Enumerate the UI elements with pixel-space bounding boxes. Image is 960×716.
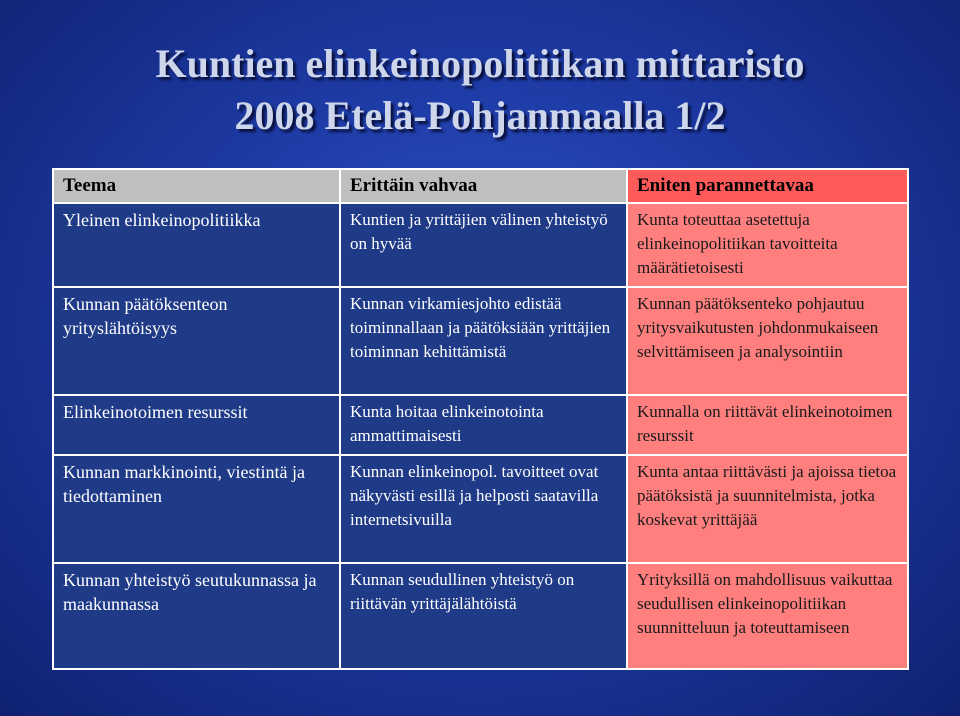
table-row [53, 563, 908, 669]
strength-cell: Kunnan seudullinen yhteistyö on riittävän yrittäjälähtöistä [340, 563, 627, 669]
theme-cell: Yleinen elinkeinopolitiikka [53, 203, 340, 287]
table-row [53, 455, 908, 563]
strength-cell: Kunta hoitaa elinkeinotointa ammattimaisesti [340, 395, 627, 455]
table-header-row [53, 169, 908, 203]
header-teema: Teema [53, 169, 340, 203]
header-strong: Erittäin vahvaa [340, 169, 627, 203]
theme-cell: Kunnan markkinointi, viestintä ja tiedottaminen [53, 455, 340, 563]
strength-cell: Kuntien ja yrittäjien välinen yhteistyö on hyvää [340, 203, 627, 287]
table-row [53, 287, 908, 395]
improvement-cell: Kunta antaa riittävästi ja ajoissa tietoa päätöksistä ja suunnitelmista, jotka koskevat yrittäjää [627, 455, 908, 563]
improvement-cell: Kunnalla on riittävät elinkeinotoimen resurssit [627, 395, 908, 455]
theme-cell: Kunnan päätöksenteon yrityslähtöisyys [53, 287, 340, 395]
metrics-table [52, 168, 909, 670]
slide-title [0, 38, 960, 142]
title-line-1: Kuntien elinkeinopolitiikan mittaristo [155, 41, 805, 86]
theme-cell: Elinkeinotoimen resurssit [53, 395, 340, 455]
strength-cell: Kunnan elinkeinopol. tavoitteet ovat näkyvästi esillä ja helposti saatavilla internetsivuilla [340, 455, 627, 563]
improvement-cell: Yrityksillä on mahdollisuus vaikuttaa seudullisen elinkeinopolitiikan suunnitteluun ja toteuttamiseen [627, 563, 908, 669]
table-row [53, 395, 908, 455]
theme-cell: Kunnan yhteistyö seutukunnassa ja maakunnassa [53, 563, 340, 669]
table-row [53, 203, 908, 287]
title-line-2: 2008 Etelä-Pohjanmaalla 1/2 [234, 93, 726, 138]
header-improve: Eniten parannettavaa [627, 169, 908, 203]
improvement-cell: Kunnan päätöksenteko pohjautuu yritysvaikutusten johdonmukaiseen selvittämiseen ja analysointiin [627, 287, 908, 395]
strength-cell: Kunnan virkamiesjohto edistää toiminnallaan ja päätöksiään yrittäjien toiminnan kehittämistä [340, 287, 627, 395]
improvement-cell: Kunta toteuttaa asetettuja elinkeinopolitiikan tavoitteita määrätietoisesti [627, 203, 908, 287]
